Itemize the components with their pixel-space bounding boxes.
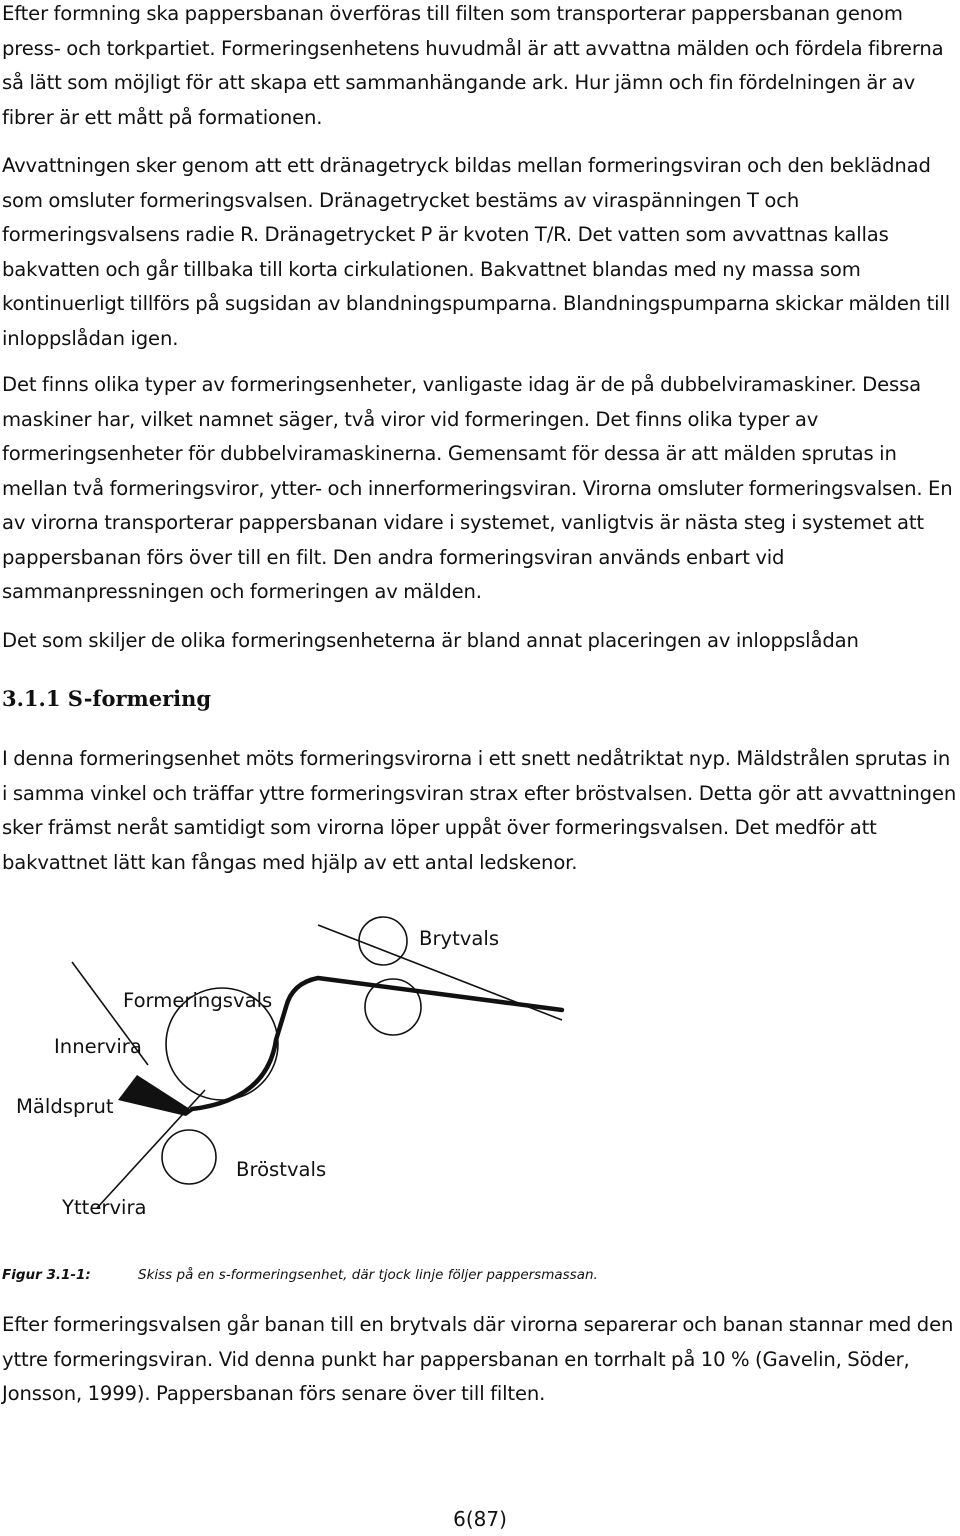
- page-number: 6(87): [453, 1507, 507, 1531]
- label-maldsprut: Mäldsprut: [16, 1095, 114, 1118]
- paragraph-dewatering: Avvattningen sker genom att ett dränagetryck bildas mellan formeringsviran och den beklädnad som omsluter formeringsvalsen. Dränagetrycket bestäms av viraspänningen T och formeringsvalsens radie R. Dränagetrycket P är kvoten T/R. Det vatten som avvattnas kallas bakvatten och går tillbaka till korta cirkulationen. Bakvattnet blandas med ny massa som kontinuerligt tillförs på sugsidan av blandningspumparna. Blandningspumparna skickar mälden till inloppslådan igen.: [2, 154, 950, 350]
- figure-caption-label: Figur 3.1-1:: [2, 1267, 91, 1283]
- section-heading: 3.1.1 S-formering: [2, 686, 212, 711]
- s-forming-diagram: [0, 895, 960, 1230]
- paragraph-closing: Efter formeringsvalsen går banan till en brytvals där virorna separerar och banan stannar med den yttre formeringsviran. Vid denna punkt har pappersbanan en torrhalt på 10 % (Gavelin, Söder, Jonsson, 1999). Pappersbanan förs senare över till filten.: [2, 1313, 954, 1405]
- label-yttervira: Yttervira: [62, 1196, 147, 1219]
- label-innervira: Innervira: [54, 1035, 142, 1058]
- paragraph-s-forming: I denna formeringsenhet möts formeringsvirorna i ett snett nedåtriktat nyp. Mäldstrålen sprutas in i samma vinkel och träffar yttre formeringsviran strax efter bröstvalsen. Detta gör att avvattningen sker främst neråt samtidigt som virorna löper uppåt över formeringsvalsen. Det medför att bakvattnet lätt kan fångas med hjälp av ett antal ledskenor.: [2, 747, 957, 874]
- label-formeringsvals: Formeringsvals: [123, 989, 273, 1012]
- label-brytvals: Brytvals: [419, 927, 500, 950]
- headbox-jet: [118, 1075, 193, 1116]
- paragraph-intro: Efter formning ska pappersbanan överföras till filten som transporterar pappersbanan genom press- och torkpartiet. Formeringsenhetens huvudmål är att avvattna mälden och fördela fibrerna så lätt som möjligt för att skapa ett sammanhängande ark. Hur jämn och fin fördelningen är av fibrer är ett mått på formationen.: [2, 2, 944, 129]
- break-roll-upper: [359, 917, 407, 965]
- paragraph-forming-types: Det finns olika typer av formeringsenheter, vanligaste idag är de på dubbelviramaskiner. Dessa maskiner har, vilket namnet säger, två viror vid formeringen. Det finns olika typer av formeringsenheter för dubbelviramaskinerna. Gemensamt för dessa är att mälden sprutas in mellan två formeringsviror, ytter- och innerformeringsviran. Virorna omsluter formeringsvalsen. En av virorna transporterar pappersbanan vidare i systemet, vanligtvis är nästa steg i systemet att pappersbanan förs över till en filt. Den andra formeringsviran används enbart vid sammanpressningen och formeringen av mälden.: [2, 373, 953, 603]
- paragraph-differences: Det som skiljer de olika formeringsenheterna är bland annat placeringen av inloppslådan: [2, 629, 859, 652]
- breast-roll: [162, 1130, 216, 1184]
- label-brostvals: Bröstvals: [236, 1158, 327, 1181]
- figure-caption-text: Skiss på en s-formeringsenhet, där tjock linje följer pappersmassan.: [138, 1267, 598, 1283]
